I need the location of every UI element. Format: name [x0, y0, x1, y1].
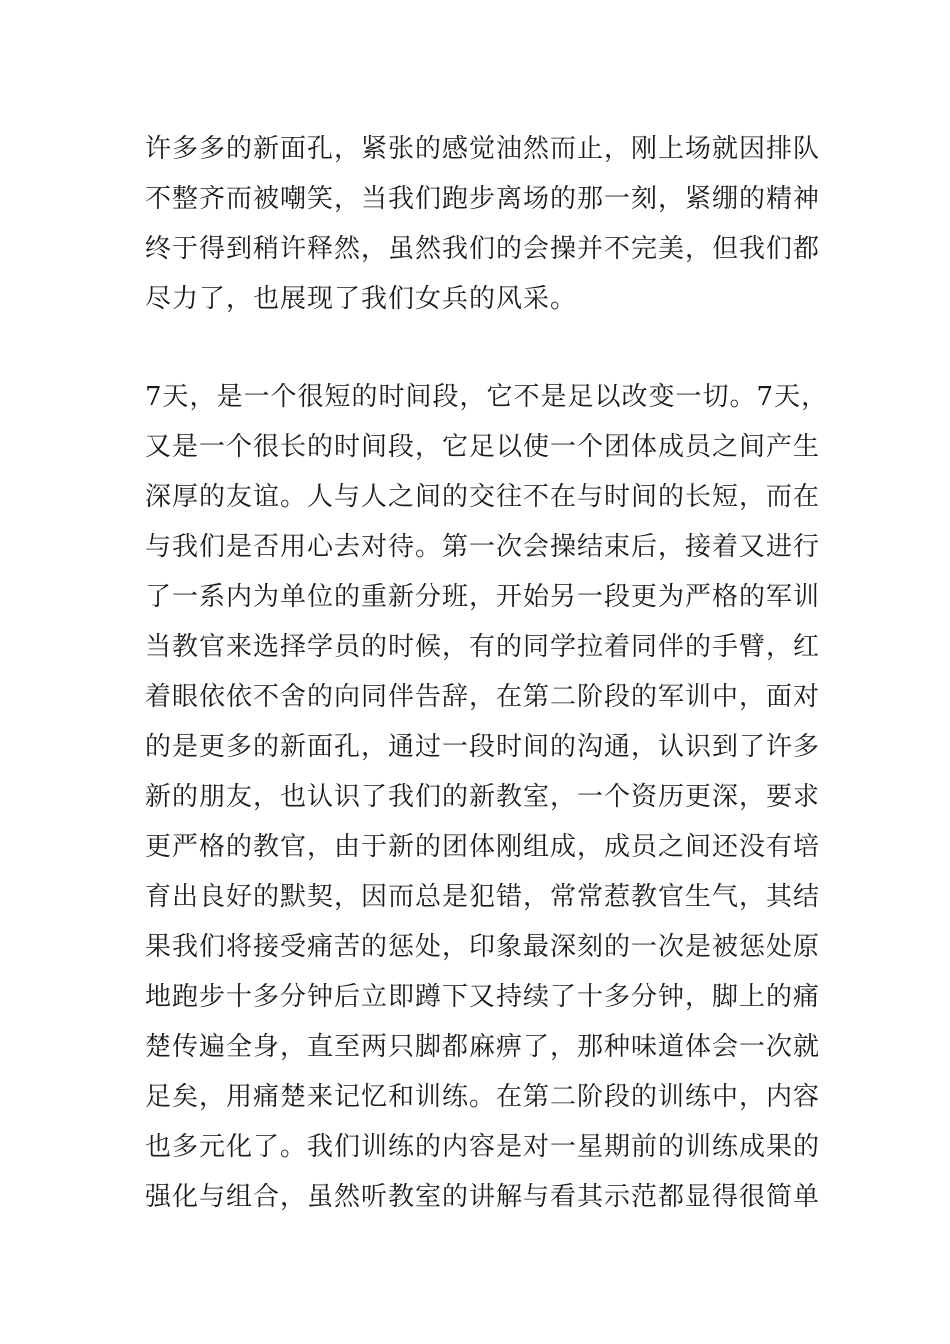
text-line: 了一系内为单位的重新分班，开始另一段更为严格的军训	[145, 582, 821, 612]
text-line: 与我们是否用心去对待。第一次会操结束后，接着又进行	[145, 532, 821, 562]
text-line: 新的朋友，也认识了我们的新教室，一个资历更深，要求	[145, 782, 821, 812]
text-line: 7天，是一个很短的时间段，它不是足以改变一切。7天，	[145, 382, 829, 412]
text-line: 许多多的新面孔，紧张的感觉油然而止，刚上场就因排队	[145, 134, 821, 164]
text-line: 足矣，用痛楚来记忆和训练。在第二阶段的训练中，内容	[145, 1082, 821, 1112]
text-line: 着眼依依不舍的向同伴告辞，在第二阶段的军训中，面对	[145, 682, 821, 712]
text-line: 当教官来选择学员的时候，有的同学拉着同伴的手臂，红	[145, 632, 821, 662]
text-line: 强化与组合，虽然听教室的讲解与看其示范都显得很简单	[145, 1182, 821, 1212]
text-line: 不整齐而被嘲笑，当我们跑步离场的那一刻，紧绷的精神	[145, 184, 821, 214]
text-line: 尽力了，也展现了我们女兵的风采。	[145, 284, 578, 314]
text-line: 更严格的教官，由于新的团体刚组成，成员之间还没有培	[145, 832, 821, 862]
text-line: 终于得到稍许释然，虽然我们的会操并不完美，但我们都	[145, 234, 821, 264]
text-line: 又是一个很长的时间段，它足以使一个团体成员之间产生	[145, 432, 821, 462]
text-line: 育出良好的默契，因而总是犯错，常常惹教官生气，其结	[145, 882, 821, 912]
paragraph-1	[145, 124, 821, 324]
text-line: 的是更多的新面孔，通过一段时间的沟通，认识到了许多	[145, 732, 821, 762]
text-line: 果我们将接受痛苦的惩处，印象最深刻的一次是被惩处原	[145, 932, 821, 962]
text-line: 楚传遍全身，直至两只脚都麻痹了，那种味道体会一次就	[145, 1032, 821, 1062]
paragraph-2	[145, 372, 829, 1222]
text-line: 深厚的友谊。人与人之间的交往不在与时间的长短，而在	[145, 482, 821, 512]
text-line: 也多元化了。我们训练的内容是对一星期前的训练成果的	[145, 1132, 821, 1162]
text-line: 地跑步十多分钟后立即蹲下又持续了十多分钟，脚上的痛	[145, 982, 821, 1012]
